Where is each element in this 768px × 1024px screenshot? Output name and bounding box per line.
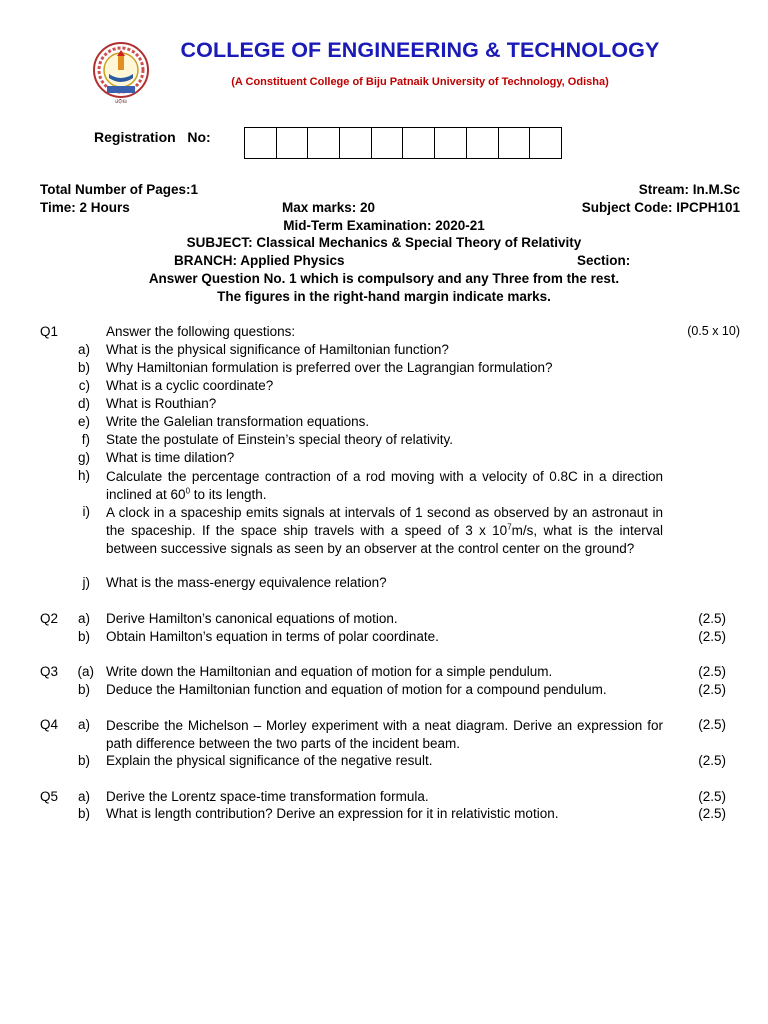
part-text: Write the Galelian transformation equations.	[106, 414, 370, 429]
part-label: b)	[77, 753, 90, 768]
part-text	[106, 504, 663, 558]
subject-code: Subject Code: IPCPH101	[581, 200, 740, 215]
part-marks: (2.5)	[698, 682, 726, 697]
registration-box	[244, 127, 277, 159]
part-text: Why Hamiltonian formulation is preferred over the Lagrangian formulation?	[106, 360, 553, 375]
registration-boxes	[244, 127, 562, 159]
part-label: c)	[78, 378, 90, 393]
instruction-compulsory: Answer Question No. 1 which is compulsory and any Three from the rest.	[148, 271, 620, 286]
stream: Stream: In.M.Sc	[638, 182, 740, 197]
part-text: Obtain Hamilton’s equation in terms of polar coordinate.	[106, 629, 439, 644]
part-text	[106, 468, 663, 504]
question-number: Q5	[40, 789, 59, 804]
exam-time: Time: 2 Hours	[40, 200, 130, 215]
college-name: COLLEGE OF ENGINEERING & TECHNOLOGY	[180, 38, 660, 62]
part-label: b)	[77, 682, 90, 697]
part-text: Derive the Lorentz space-time transformation formula.	[106, 789, 429, 804]
part-text: Explain the physical significance of the negative result.	[106, 753, 433, 768]
question-number: Q1	[40, 324, 59, 339]
part-text: What is a cyclic coordinate?	[106, 378, 274, 393]
part-text: Write down the Hamiltonian and equation of motion for a simple pendulum.	[106, 664, 553, 679]
part-text: State the postulate of Einstein’s special theory of relativity.	[106, 432, 453, 447]
exam-name: Mid-Term Examination: 2020-21	[283, 218, 485, 233]
question-number: Q2	[40, 611, 59, 626]
college-subtitle: (A Constituent College of Biju Patnaik University of Technology, Odisha)	[231, 76, 609, 88]
college-seal-icon	[92, 40, 150, 108]
part-text: What is the mass-energy equivalence relation?	[106, 575, 387, 590]
part-marks: (2.5)	[698, 629, 726, 644]
part-marks: (2.5)	[698, 789, 726, 804]
part-marks: (2.5)	[698, 664, 726, 679]
question-text: Answer the following questions:	[106, 324, 296, 339]
part-label: h)	[77, 468, 90, 483]
part-text: What is time dilation?	[106, 450, 235, 465]
registration-box	[498, 127, 531, 159]
registration-box	[434, 127, 467, 159]
question-number: Q3	[40, 664, 59, 679]
question-number: Q4	[40, 717, 59, 732]
registration-box	[529, 127, 562, 159]
part-marks: (2.5)	[698, 611, 726, 626]
part-text: Deduce the Hamiltonian function and equation of motion for a compound pendulum.	[106, 682, 607, 697]
part-text: Describe the Michelson – Morley experiment with a neat diagram. Derive an expression for path difference between the two parts of the incident beam.	[106, 718, 663, 751]
total-pages: Total Number of Pages:1	[40, 182, 199, 197]
part-text-a: A clock in a spaceship emits signals at intervals of 1 second as observed by an astronaut in the spaceship. If the space ship travels with a speed of 3 x 10	[106, 505, 663, 538]
registration-box	[371, 127, 404, 159]
registration-label: Registration No:	[94, 129, 211, 145]
part-label: f)	[81, 432, 90, 447]
part-label: a)	[77, 717, 90, 732]
section: Section:	[577, 253, 631, 268]
registration-box	[402, 127, 435, 159]
part-marks: (2.5)	[698, 753, 726, 768]
branch: BRANCH: Applied Physics	[174, 253, 345, 268]
registration-box	[307, 127, 340, 159]
part-label: j)	[82, 575, 90, 590]
superscript: 0	[185, 486, 191, 496]
part-text-a: Calculate the percentage contraction of a rod moving with a velocity of 0.8C in a direction inclined at 60	[106, 469, 663, 502]
part-label: b)	[77, 629, 90, 644]
svg-text:ଓଡ଼ିଶା: ଓଡ଼ିଶା	[114, 99, 128, 105]
part-label: e)	[77, 414, 90, 429]
superscript: 7	[507, 522, 512, 532]
registration-box	[339, 127, 372, 159]
part-text-b: m/s, what is the interval between successive signals as seen by an observer at the control center on the ground?	[106, 523, 663, 556]
part-label: i)	[82, 504, 90, 519]
part-text-b: to its length.	[190, 487, 267, 502]
max-marks: Max marks: 20	[282, 200, 376, 215]
part-text: Derive Hamilton’s canonical equations of motion.	[106, 611, 398, 626]
registration-box	[276, 127, 309, 159]
part-label: a)	[77, 611, 90, 626]
part-label: d)	[77, 396, 90, 411]
part-text: What is Routhian?	[106, 396, 217, 411]
part-text: What is length contribution? Derive an expression for it in relativistic motion.	[106, 806, 559, 821]
part-marks: (2.5)	[698, 717, 726, 732]
instruction-marks: The figures in the right-hand margin indicate marks.	[217, 289, 551, 304]
part-label: b)	[77, 360, 90, 375]
question-marks: (0.5 x 10)	[687, 324, 740, 338]
subject: SUBJECT: Classical Mechanics & Special Theory of Relativity	[186, 235, 582, 250]
part-label: a)	[77, 342, 90, 357]
registration-box	[466, 127, 499, 159]
part-label: b)	[77, 806, 90, 821]
part-marks: (2.5)	[698, 806, 726, 821]
part-label: g)	[77, 450, 90, 465]
part-label: (a)	[77, 664, 94, 679]
part-label: a)	[77, 789, 90, 804]
part-text: What is the physical significance of Hamiltonian function?	[106, 342, 449, 357]
